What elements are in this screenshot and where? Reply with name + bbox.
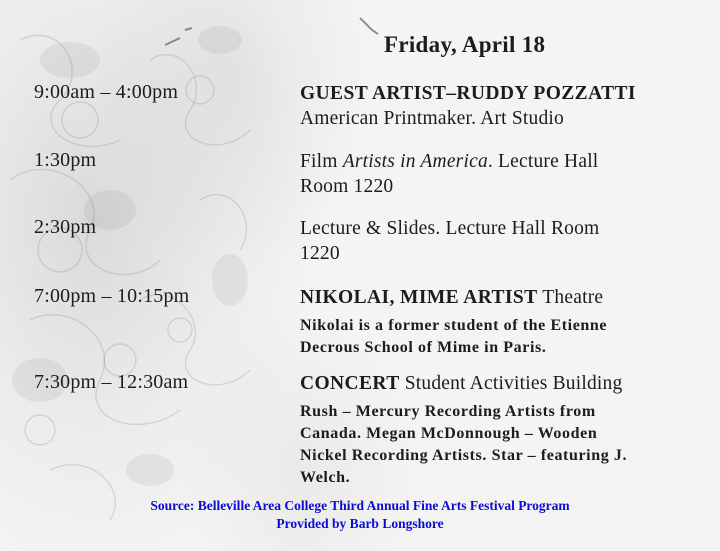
detail-line: Rush – Mercury Recording Artists from [300, 403, 596, 420]
event-description [300, 81, 700, 131]
event-description [300, 285, 700, 359]
event-time: 7:00pm – 10:15pm [34, 285, 190, 307]
event-time: 9:00am – 4:00pm [34, 81, 179, 103]
event-title: GUEST ARTIST–RUDDY POZZATTI [300, 83, 636, 104]
event-title: CONCERT [300, 373, 400, 394]
event-detail [300, 315, 685, 359]
credit-line: Provided by Barb Longshore [276, 516, 444, 531]
event-time: 2:30pm [34, 216, 97, 238]
event-text: Lecture & Slides. Lecture Hall Room [300, 218, 600, 239]
film-title: Artists in America [342, 151, 488, 172]
event-description [300, 149, 700, 199]
event-description [300, 216, 700, 266]
event-subline: 1220 [300, 243, 340, 264]
event-title: NIKOLAI, MIME ARTIST [300, 287, 538, 308]
detail-line: Nikolai is a former student of the Etienne [300, 317, 608, 334]
source-credit [0, 497, 720, 533]
event-description [300, 371, 700, 489]
event-subline: Room 1220 [300, 176, 394, 197]
detail-line: Nickel Recording Artists. Star – featuring J. [300, 447, 628, 464]
event-time: 1:30pm [34, 149, 97, 171]
event-time: 7:30pm – 12:30am [34, 371, 189, 393]
detail-line: Welch. [300, 469, 351, 486]
event-detail [300, 401, 685, 489]
detail-line: Canada. Megan McDonnough – Wooden [300, 425, 598, 442]
event-venue: Theatre [537, 287, 604, 308]
event-text: Film [300, 151, 343, 172]
event-venue: Student Activities Building [399, 373, 623, 394]
event-text: . Lecture Hall [487, 151, 599, 172]
detail-line: Decrous School of Mime in Paris. [300, 339, 547, 356]
page-title: Friday, April 18 [384, 32, 546, 57]
source-line: Source: Belleville Area College Third Annual Fine Arts Festival Program [150, 498, 570, 513]
event-subline: American Printmaker. Art Studio [300, 108, 564, 129]
